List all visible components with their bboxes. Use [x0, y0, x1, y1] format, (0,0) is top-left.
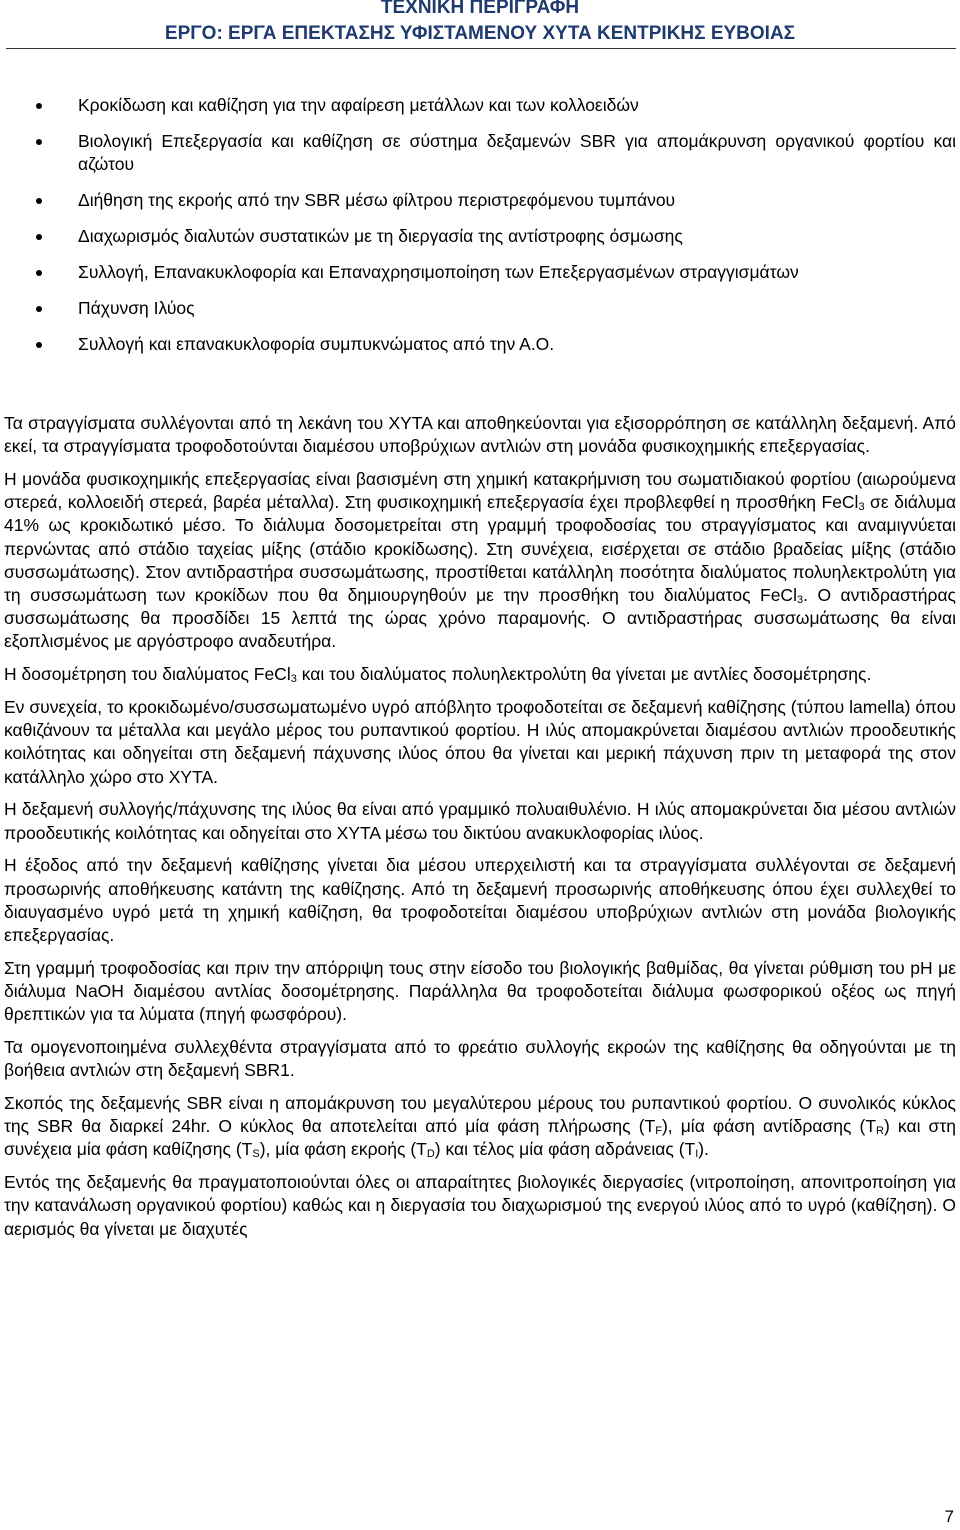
- header-project: ΕΡΓΟ: ΕΡΓΑ ΕΠΕΚΤΑΣΗΣ ΥΦΙΣΤΑΜΕΝΟΥ ΧΥΤΑ ΚΕΝΤΡΙΚΗΣ ΕΥΒΟΙΑΣ: [164, 23, 796, 44]
- bullet-icon: [36, 103, 42, 109]
- paragraph-dosing: Η δοσομέτρηση του διαλύματος FeCl$_3$ και του διαλύματος πολυηλεκτρολύτη θα γίνεται με αντλίες δοσομέτρησης.: [4, 664, 872, 686]
- list-item: Κροκίδωση και καθίζηση για την αφαίρεση μετάλλων και των κολλοειδών: [0, 94, 960, 117]
- bullet-icon: [36, 306, 42, 312]
- page-number: 7: [944, 1507, 954, 1526]
- paragraph-overflow: Η έξοδος από την δεξαμενή καθίζησης γίνεται δια μέσου υπερχειλιστή και τα στραγγίσματα συλλέγονται σε δεξαμενή προσωρινής αποθήκευσης κατάντη της καθίζησης. Από τη δεξαμενή προσωρινής αποθήκευσης όπου έχει συλλεχθεί το διαυγασμένο υγρό μετά τη χημική καθίζηση, θα τροφοδοτείται διαμέσου υποβρύχιων αντλιών στη μονάδα βιολογικής επεξεργασίας.: [4, 855, 956, 946]
- list-item: Διήθηση της εκροής από την SBR μέσω φίλτρου περιστρεφόμενου τυμπάνου: [0, 189, 960, 212]
- bullet-icon: [36, 342, 42, 348]
- header-divider: [6, 48, 956, 49]
- list-item: Διαχωρισμός διαλυτών συστατικών με τη διεργασία της αντίστροφης όσμωσης: [0, 225, 960, 248]
- bullet-icon: [36, 270, 42, 276]
- bullet-icon: [36, 198, 42, 204]
- list-item: Πάχυνση Ιλύος: [0, 297, 960, 320]
- paragraph-collection: Τα στραγγίσματα συλλέγονται από τη λεκάνη του ΧΥΤΑ και αποθηκεύονται για εξισορρόπηση σε κατάλληλη δεξαμενή. Από εκεί, τα στραγγίσματα τροφοδοτούνται διαμέσου υποβρύχιων αντλιών στη μονάδα φυσικοχημικής επεξεργασίας.: [4, 413, 956, 457]
- list-item: Συλλογή, Επανακυκλοφορία και Επαναχρησιμοποίηση των Επεξεργασμένων στραγγισμάτων: [0, 261, 960, 284]
- header-title: ΤΕΧΝΙΚΗ ΠΕΡΙΓΡΑΦΗ: [380, 0, 580, 18]
- paragraph-settling: Εν συνεχεία, το κροκιδωμένο/συσσωματωμένο υγρό απόβλητο τροφοδοτείται σε δεξαμενή καθίζησης (τύπου lamella) όπου καθιζάνουν τα μέταλλα και μεγάλο μέρος του ρυπαντικού φορτίου. Η ιλύς απομακρύνεται διαμέσου αντλιών προοδευτικής κοιλότητας και οδηγείται στη δεξαμενή πάχυνσης ιλύος όπου θα γίνεται και μερική πάχυνση πριν τη μεταφορά της στον κατάλληλο χώρο στο ΧΥΤΑ.: [4, 697, 956, 787]
- process-steps-list: [0, 94, 960, 369]
- paragraph-biological: Εντός της δεξαμενής θα πραγματοποιούνται όλες οι απαραίτητες βιολογικές διεργασίες (νιτροποίηση, απονιτροποίηση για την κατανάλωση οργανικού φορτίου) καθώς και η διεργασία του διαχωρισμού της ενεργού ιλύος από το υγρό (καθίζηση). Ο αερισμός θα γίνεται με διαχυτές: [4, 1172, 956, 1239]
- bullet-icon: [36, 139, 42, 145]
- list-item: Βιολογική Επεξεργασία και καθίζηση σε σύστημα δεξαμενών SBR για απομάκρυνση οργανικού φορτίου και αζώτου: [0, 130, 960, 175]
- paragraph-sbr-cycle: Σκοπός της δεξαμενής SBR είναι η απομάκρυνση του μεγαλύτερου μέρους του ρυπαντικού φορτίου. Ο συνολικός κύκλος της SBR θα διαρκεί 24hr. Ο κύκλος θα αποτελείται από μία φάση πλήρωσης $(T_F)$, μία φάση αντίδρασης $(T_R)$ και στη συνέχεια μία φάση καθίζησης $(T_S)$, μία φάση εκροής $(T_D)$ και τέλος μία φάση αδράνειας $(T_I)$.: [4, 1093, 956, 1161]
- list-item: Συλλογή και επανακυκλοφορία συμπυκνώματος από την Α.Ο.: [0, 333, 960, 356]
- bullet-icon: [36, 234, 42, 240]
- paragraph-sbr1: Τα ομογενοποιημένα συλλεχθέντα στραγγίσματα από το φρεάτιο συλλογής εκροών της καθίζησης θα οδηγούνται με τη βοήθεια αντλιών στη δεξαμενή SBR1.: [4, 1037, 956, 1081]
- document-body: [4, 412, 956, 1250]
- paragraph-sludge-tank: Η δεξαμενή συλλογής/πάχυνσης της ιλύος θα είναι από γραμμικό πολυαιθυλένιο. Η ιλύς απομακρύνεται δια μέσου αντλιών προοδευτικής κοιλότητας και οδηγείται στο ΧΥΤΑ μέσω του δικτύου ανακυκλοφορίας ιλύος.: [4, 799, 956, 843]
- paragraph-ph: Στη γραμμή τροφοδοσίας και πριν την απόρριψη τους στην είσοδο του βιολογικής βαθμίδας, θα γίνεται ρύθμιση του pH με διάλυμα NaOH διαμέσου αντλίας δοσομέτρησης. Παράλληλα θα τροφοδοτείται διάλυμα φωσφορικού οξέος ως πηγή θρεπτικών για τα λύματα (πηγή φωσφόρου).: [4, 957, 956, 1025]
- paragraph-physicochemical: Η μονάδα φυσικοχημικής επεξεργασίας είναι βασισμένη στη χημική κατακρήμνιση του σωματιδιακού φορτίου (αιωρούμενα στερεά, κολλοειδή στερεά, βαρέα μέταλλα). Στη φυσικοχημική επεξεργασία έχει προβλεφθεί η προσθήκη FeCl$_3$ σε διάλυμα 41% ως κροκιδωτικό μέσο. Το διάλυμα δοσομετρείται στη γραμμή τροφοδοσίας του στραγγίσματος και αναμιγνύεται περνώντας από στάδιο ταχείας μίξης (στάδιο κροκίδωσης). Στη συνέχεια, εισέρχεται σε στάδιο βραδείας μίξης (στάδιο συσσωμάτωσης). Στον αντιδραστήρα συσσωμάτωσης, προστίθεται κατάλληλη ποσότητα διαλύματος πολυηλεκτρολύτη για τη συσσωμάτωση των κροκίδων που θα δημιουργηθούν με την προσθήκη του διαλύματος FeCl$_3$. Ο αντιδραστήρας συσσωμάτωσης θα προσδίδει 15 λεπτά της ώρας χρόνο παραμονής. Ο αντιδραστήρας συσσωμάτωσης θα είναι εξοπλισμένος με αργόστροφο αναδευτήρα.: [4, 469, 956, 652]
